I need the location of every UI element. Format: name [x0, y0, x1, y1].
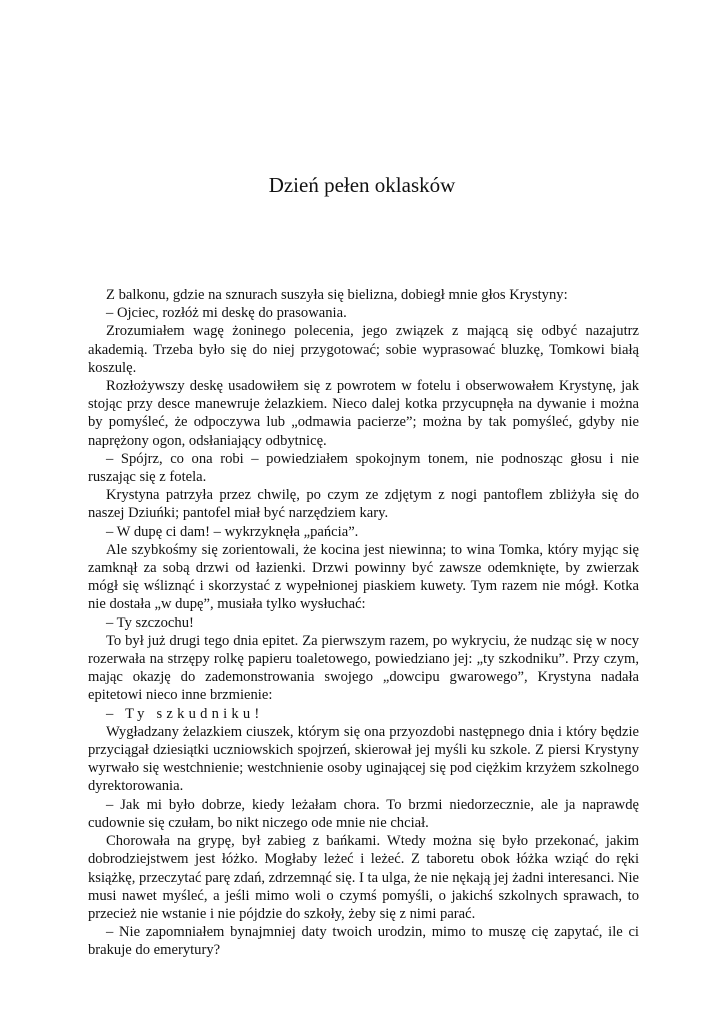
chapter-title: Dzień pełen oklasków — [268, 173, 456, 197]
paragraph: Chorowała na grypę, był zabieg z bańkami. Wtedy można się było przekonać, jakim dobrodziejstwem jest łóżko. Mogłaby leżeć i leżeć. Z taboretu obok łóżka wziąć do ręki książkę, przeczytać parę zdań, zdrzemnąć się. I ta ulga, że nie nękają jej żadni interesanci. Nie musi nawet myśleć, a jeśli mimo woli o czymś pomyśli, o jakichś szkolnych sprawach, to przecież nie wstanie i nie pójdzie do szkoły, żeby się z nimi parać. — [88, 833, 640, 922]
dialogue-line: – Ty szkudniku! — [106, 705, 264, 722]
dialogue-line: – Ty szczochu! — [106, 614, 194, 631]
dialogue-line: – W dupę ci dam! – wykrzyknęła „pańcia”. — [106, 523, 359, 540]
paragraph: Zrozumiałem wagę żoninego polecenia, jego związek z mającą się odbyć nazajutrz akademią. Trzeba było się do niej przygotować; sobie wyprasować bluzkę, Tomkowi białą koszulę. — [88, 323, 639, 376]
paragraph: To był już drugi tego dnia epitet. Za pierwszym razem, po wykryciu, że nudząc się w nocy rozerwała na strzępy rolkę papieru toaletowego, powiedziano jej: „ty szkodniku”. Przy czym, mając okazję do zademonstrowania swojego „dowcipu gwarowego”, Krystyna nadała epitetowi nieco inne brzmienie: — [88, 632, 639, 704]
dialogue-line: – Jak mi było dobrze, kiedy leżałam chora. To brzmi niedorzecznie, ale ja naprawdę cudownie się czułam, bo nikt niczego ode mnie nie chciał. — [88, 796, 639, 831]
chapter-body — [88, 286, 639, 960]
dialogue-line: – Spójrz, co ona robi – powiedziałem spokojnym tonem, nie podnosząc głosu i nie ruszając się z fotela. — [88, 450, 639, 486]
paragraph: Wygładzany żelazkiem ciuszek, którym się ona przyozdobi następnego dnia i który będzie przyciągał dziesiątki uczniowskich spojrzeń, skierował jej myśli ku szkole. Z piersi Krystyny wyrwało się westchnienie; westchnienie osoby uginającej się pod ciężkim krzyżem szkolnego dyrektorowania. — [88, 723, 639, 795]
dialogue-line: – Nie zapomniałem bynajmniej daty twoich urodzin, mimo to muszę cię zapytać, ile ci brakuje do emerytury? — [88, 924, 639, 959]
paragraph: Ale szybkośmy się zorientowali, że kocina jest niewinna; to wina Tomka, który myjąc się zamknął za sobą drzwi od łazienki. Drzwi powinny być zawsze odemknięte, by zwierzak mógł się wśliznąć i skorzystać z wypełnionej piaskiem kuwety. Tym razem nie mógł. Kotka nie dostała „w dupę”, musiała tylko wysłuchać: — [88, 541, 639, 613]
paragraph: Krystyna patrzyła przez chwilę, po czym ze zdjętym z nogi pantoflem zbliżyła się do naszej Dziuńki; pantofel miał być narzędziem kary. — [88, 487, 639, 522]
dialogue-line: – Ojciec, rozłóż mi deskę do prasowania. — [106, 305, 347, 322]
paragraph: Rozłożywszy deskę usadowiłem się z powrotem w fotelu i obserwowałem Krystynę, jak stojąc przy desce manewruje żelazkiem. Nieco dalej kotka przycupnęła na dywanie i można by pomyśleć, że odpoczywa lub „odmawia pacierze”; można by tak pomyśleć, gdyby nie naprężony ogon, odsłaniający odbytnicę. — [88, 378, 639, 449]
paragraph: Z balkonu, gdzie na sznurach suszyła się bielizna, dobiegł mnie głos Krystyny: — [106, 287, 568, 303]
